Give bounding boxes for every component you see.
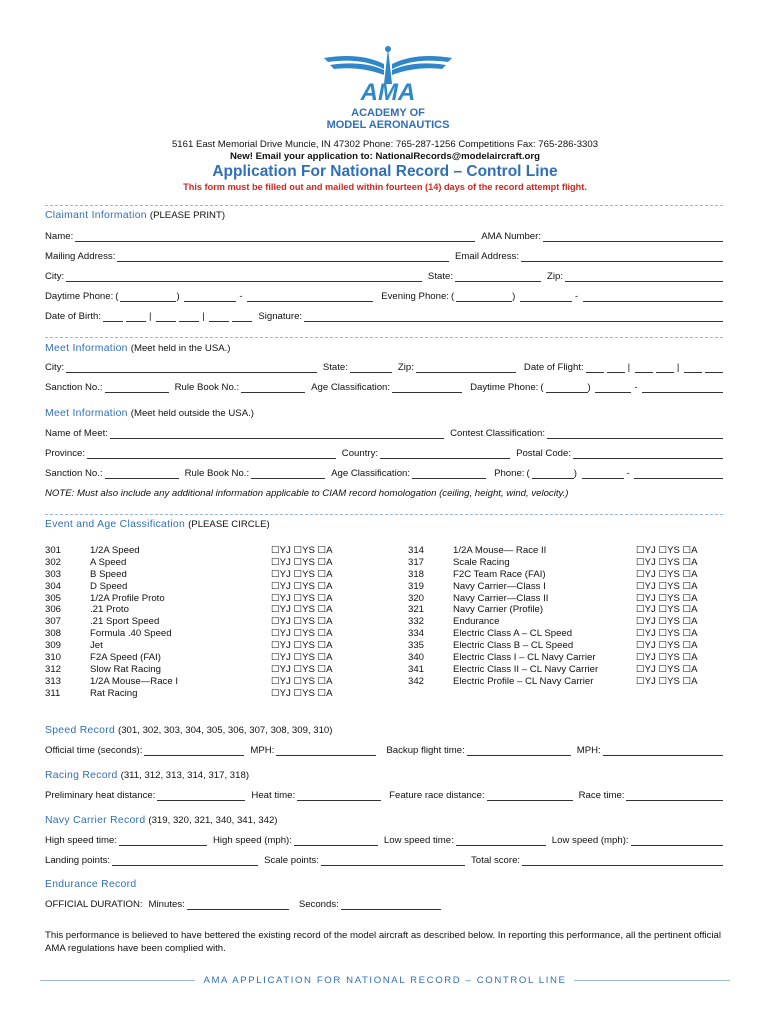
events-left-names [90, 545, 178, 700]
ciam-note: NOTE: Must also include any additional information applicable to CIAM record homologation (ceiling, height, wind, velocity.) [45, 488, 569, 499]
evening-phone-label: Evening Phone: [381, 291, 449, 302]
age-class-options[interactable]: ☐YJ ☐YS ☐A [636, 663, 698, 675]
dob-d2[interactable] [179, 312, 199, 322]
country-field[interactable] [380, 449, 510, 459]
heat-time-label: Heat time: [251, 790, 296, 801]
claimant-row-city [45, 271, 723, 282]
events-heading: Event and Age Classification (PLEASE CIRCLE) [45, 519, 270, 530]
flight-d2[interactable] [656, 363, 674, 373]
meet-name-label: Name of Meet: [45, 428, 108, 439]
event-code: 335 [408, 640, 425, 652]
event-name: Navy Carrier—Class II [453, 592, 549, 604]
age-class-options[interactable]: ☐YJ ☐YS ☐A [271, 580, 333, 592]
outside-sanction-field[interactable] [105, 469, 179, 479]
age-class-options[interactable]: ☐YJ ☐YS ☐A [271, 616, 333, 628]
age-class-options[interactable]: ☐YJ ☐YS ☐A [636, 675, 698, 687]
event-name: .21 Proto [90, 604, 129, 616]
evening-prefix-field[interactable] [520, 292, 572, 302]
event-code: 305 [45, 592, 62, 604]
mailing-address-label: Mailing Address: [45, 251, 116, 262]
outside-sanction-label: Sanction No.: [45, 468, 103, 479]
events-left-options[interactable] [271, 545, 333, 700]
event-code: 309 [45, 640, 62, 652]
compliance-statement: This performance is believed to have bettered the existing record of the model aircraft as described below. In reporting this performance, all the pertinent official AMA regulations have been complied with. [45, 930, 722, 954]
navy-row-speed [45, 835, 723, 846]
racing-heading: Racing Record (311, 312, 313, 314, 317, 318) [45, 770, 250, 781]
age-class-options[interactable]: ☐YJ ☐YS ☐A [636, 628, 698, 640]
meet-zip-label: Zip: [397, 362, 414, 373]
meet-usa-row-city: City: State: Zip: Date of Flight: | | [45, 362, 723, 373]
event-code: 312 [45, 663, 62, 675]
endurance-heading: Endurance Record [45, 879, 137, 890]
claimant-row-name [45, 231, 723, 242]
ama-number-label: AMA Number: [481, 231, 541, 242]
minutes-field[interactable] [187, 900, 289, 910]
mailing-address-field[interactable] [117, 252, 449, 262]
claimant-heading: Claimant Information (PLEASE PRINT) [45, 210, 226, 221]
age-class-options[interactable]: ☐YJ ☐YS ☐A [271, 592, 333, 604]
outside-phone-prefix[interactable] [582, 469, 624, 479]
state-label: State: [427, 271, 453, 282]
event-code: 311 [45, 687, 61, 699]
mph2-label: MPH: [576, 745, 601, 756]
total-field[interactable] [522, 856, 723, 866]
official-time-label: Official time (seconds): [45, 745, 143, 756]
prelim-field[interactable] [157, 791, 245, 801]
heat-time-field[interactable] [297, 791, 381, 801]
org-name-line1: ACADEMY OF [351, 107, 425, 119]
seconds-field[interactable] [341, 900, 441, 910]
meet-state-field[interactable] [350, 363, 392, 373]
age-class-options[interactable]: ☐YJ ☐YS ☐A [271, 663, 333, 675]
date-of-flight-label: Date of Flight: [523, 362, 584, 373]
event-name: Electric Class A – CL Speed [453, 628, 573, 640]
age-class-options[interactable]: ☐YJ ☐YS ☐A [271, 545, 333, 556]
events-right-names [453, 545, 598, 688]
navy-row-points [45, 855, 723, 866]
email-address-field[interactable] [521, 252, 723, 262]
mph-field[interactable] [276, 746, 376, 756]
age-class-options[interactable]: ☐YJ ☐YS ☐A [636, 580, 698, 592]
event-name: A Speed [90, 556, 127, 568]
event-code: 340 [408, 652, 425, 664]
page-title: Application For National Record – Control Line [212, 163, 558, 180]
event-name: F2A Speed (FAI) [90, 652, 161, 664]
event-name: Electric Class II – CL Navy Carrier [453, 663, 599, 675]
event-code: 334 [408, 628, 425, 640]
dob-d1[interactable] [156, 312, 176, 322]
age-class-options[interactable]: ☐YJ ☐YS ☐A [271, 556, 333, 568]
event-code: 332 [408, 616, 425, 628]
daytime-phone-label: Daytime Phone: [45, 291, 114, 302]
speed-row [45, 745, 723, 756]
age-class-options[interactable]: ☐YJ ☐YS ☐A [271, 604, 333, 616]
event-name: Jet [90, 640, 103, 652]
outside-phone-area[interactable] [532, 469, 574, 479]
scale-field[interactable] [321, 856, 465, 866]
feature-field[interactable] [487, 791, 573, 801]
daytime-prefix-field[interactable] [184, 292, 236, 302]
postal-field[interactable] [573, 449, 723, 459]
prelim-label: Preliminary heat distance: [45, 790, 156, 801]
age-class-options[interactable]: ☐YJ ☐YS ☐A [271, 568, 333, 580]
outside-age-field[interactable] [412, 469, 486, 479]
event-name: 1/2A Profile Proto [90, 592, 165, 604]
meet-outside-row-name [45, 428, 723, 439]
dob-m1[interactable] [103, 312, 123, 322]
footer-title: AMA APPLICATION FOR NATIONAL RECORD – CONTROL LINE [203, 975, 567, 986]
event-name: Navy Carrier (Profile) [453, 604, 544, 616]
meet-usa-row-sanction: Sanction No.: Rule Book No.: Age Classification: Daytime Phone: ( ) - [45, 382, 723, 393]
high-time-field[interactable] [119, 836, 207, 846]
outside-age-label: Age Classification: [331, 468, 411, 479]
signature-label: Signature: [258, 311, 303, 322]
ama-logo [318, 44, 458, 134]
age-class-options[interactable]: ☐YJ ☐YS ☐A [271, 640, 333, 652]
age-class-options[interactable]: ☐YJ ☐YS ☐A [636, 592, 698, 604]
backup-time-field[interactable] [467, 746, 571, 756]
scale-label: Scale points: [264, 855, 320, 866]
official-time-field[interactable] [144, 746, 244, 756]
deadline-notice: This form must be filled out and mailed within fourteen (14) days of the record attempt flight. [183, 182, 587, 192]
high-time-label: High speed time: [45, 835, 117, 846]
flight-y2[interactable] [705, 363, 723, 373]
meet-name-field[interactable] [110, 429, 444, 439]
event-code: 307 [45, 616, 62, 628]
event-name: F2C Team Race (FAI) [453, 568, 546, 580]
meet-outside-row-province [45, 448, 723, 459]
age-class-field[interactable] [392, 383, 462, 393]
claimant-row-dob: Date of Birth: | | Signature: [45, 311, 723, 322]
event-code: 321 [408, 604, 425, 616]
seconds-label: Seconds: [298, 899, 339, 910]
event-name: .21 Sport Speed [90, 616, 160, 628]
evening-area-field[interactable] [456, 292, 512, 302]
age-class-options[interactable]: ☐YJ ☐YS ☐A [271, 652, 333, 664]
event-code: 306 [45, 604, 62, 616]
claimant-row-phone: Daytime Phone: ( ) - Evening Phone: ( ) - [45, 291, 723, 302]
logo-text: AMA [360, 79, 416, 104]
event-code: 304 [45, 580, 62, 592]
ama-number-field[interactable] [543, 232, 723, 242]
age-class-options[interactable]: ☐YJ ☐YS ☐A [271, 675, 333, 687]
event-code: 302 [45, 556, 62, 568]
event-name: 1/2A Speed [90, 545, 140, 556]
event-name: D Speed [90, 580, 128, 592]
meet-usa-heading: Meet Information (Meet held in the USA.) [45, 343, 231, 354]
city-label: City: [45, 271, 65, 282]
event-code: 319 [408, 580, 425, 592]
landing-label: Landing points: [45, 855, 111, 866]
meet-phone-number[interactable] [642, 383, 723, 393]
total-label: Total score: [471, 855, 521, 866]
events-right-codes [408, 545, 424, 688]
city-field[interactable] [66, 272, 422, 282]
age-class-options[interactable]: ☐YJ ☐YS ☐A [636, 568, 698, 580]
event-name: Electric Class B – CL Speed [453, 640, 574, 652]
event-name: Rat Racing [90, 687, 138, 699]
dob-y1[interactable] [209, 312, 229, 322]
event-name: 1/2A Mouse— Race II [453, 545, 547, 556]
high-mph-label: High speed (mph): [213, 835, 292, 846]
zip-label: Zip: [547, 271, 563, 282]
flight-y1[interactable] [684, 363, 702, 373]
outside-rulebook-field[interactable] [251, 469, 325, 479]
address-line: 5161 East Memorial Drive Muncie, IN 47302 Phone: 765-287-1256 Competitions Fax: 765-286-3303 [171, 139, 599, 150]
outside-rulebook-label: Rule Book No.: [184, 468, 250, 479]
endurance-row [45, 899, 465, 910]
event-code: 310 [45, 652, 62, 664]
race-time-label: Race time: [578, 790, 625, 801]
high-mph-field[interactable] [294, 836, 378, 846]
meet-city-label: City: [45, 362, 65, 373]
meet-outside-heading: Meet Information (Meet held outside the USA.) [45, 408, 254, 419]
event-code: 318 [408, 568, 425, 580]
age-class-options[interactable]: ☐YJ ☐YS ☐A [636, 545, 698, 556]
email-address-label: Email Address: [455, 251, 519, 262]
daytime-number-field[interactable] [247, 292, 373, 302]
event-name: Electric Class I – CL Navy Carrier [453, 652, 596, 664]
event-code: 317 [408, 556, 425, 568]
racing-row [45, 790, 723, 801]
email-line: New! Email your application to: NationalRecords@modelaircraft.org [229, 151, 540, 162]
province-label: Province: [45, 448, 85, 459]
mph2-field[interactable] [603, 746, 723, 756]
org-name-line2: MODEL AERONAUTICS [326, 119, 450, 131]
event-name: Electric Profile – CL Navy Carrier [453, 675, 594, 687]
event-name: B Speed [90, 568, 127, 580]
age-class-options[interactable]: ☐YJ ☐YS ☐A [636, 640, 698, 652]
flight-m1[interactable] [586, 363, 604, 373]
backup-time-label: Backup flight time: [386, 745, 465, 756]
event-code: 314 [408, 545, 425, 556]
event-code: 342 [408, 675, 425, 687]
age-class-options[interactable]: ☐YJ ☐YS ☐A [636, 556, 698, 568]
event-code: 341 [408, 663, 425, 675]
meet-state-label: State: [322, 362, 348, 373]
rulebook-field[interactable] [241, 383, 305, 393]
minutes-label: Minutes: [148, 899, 185, 910]
outside-phone-label: Phone: [494, 468, 525, 479]
event-code: 301 [45, 545, 62, 556]
landing-field[interactable] [112, 856, 258, 866]
rulebook-label: Rule Book No.: [174, 382, 240, 393]
signature-field[interactable] [304, 312, 723, 322]
flight-m2[interactable] [607, 363, 625, 373]
event-name: Scale Racing [453, 556, 510, 568]
low-time-field[interactable] [456, 836, 546, 846]
age-class-options[interactable]: ☐YJ ☐YS ☐A [636, 616, 698, 628]
wings-emblem-icon [318, 44, 458, 104]
event-code: 308 [45, 628, 62, 640]
age-class-label: Age Classification: [311, 382, 391, 393]
sanction-label: Sanction No.: [45, 382, 103, 393]
flight-d1[interactable] [635, 363, 653, 373]
race-time-field[interactable] [626, 791, 723, 801]
low-mph-label: Low speed (mph): [551, 835, 629, 846]
daytime-area-field[interactable] [120, 292, 176, 302]
zip-field[interactable] [565, 272, 723, 282]
low-time-label: Low speed time: [383, 835, 454, 846]
meet-city-field[interactable] [66, 363, 317, 373]
meet-phone-label: Daytime Phone: [470, 382, 539, 393]
dob-label: Date of Birth: [45, 311, 101, 322]
divider [45, 514, 723, 515]
event-code: 303 [45, 568, 62, 580]
sanction-field[interactable] [105, 383, 169, 393]
speed-heading: Speed Record (301, 302, 303, 304, 305, 306, 307, 308, 309, 310) [45, 725, 333, 736]
dob-m2[interactable] [126, 312, 146, 322]
age-class-options[interactable]: ☐YJ ☐YS ☐A [636, 652, 698, 664]
contest-class-field[interactable] [547, 429, 723, 439]
event-name: Slow Rat Racing [90, 663, 161, 675]
evening-number-field[interactable] [583, 292, 723, 302]
age-class-options[interactable]: ☐YJ ☐YS ☐A [271, 628, 333, 640]
state-field[interactable] [455, 272, 541, 282]
low-mph-field[interactable] [631, 836, 723, 846]
postal-label: Postal Code: [516, 448, 571, 459]
contest-class-label: Contest Classification: [450, 428, 545, 439]
name-field[interactable] [75, 232, 475, 242]
country-label: Country: [341, 448, 379, 459]
meet-phone-area[interactable] [546, 383, 588, 393]
event-name: Endurance [453, 616, 500, 628]
meet-zip-field[interactable] [416, 363, 516, 373]
events-right-options[interactable] [636, 545, 698, 688]
meet-outside-row-sanction: Sanction No.: Rule Book No.: Age Classification: Phone: ( ) - [45, 468, 723, 479]
age-class-options[interactable]: ☐YJ ☐YS ☐A [271, 687, 333, 699]
dob-y2[interactable] [232, 312, 252, 322]
claimant-row-mailing [45, 251, 723, 262]
event-code: 320 [408, 592, 425, 604]
event-name: Formula .40 Speed [90, 628, 172, 640]
event-name: 1/2A Mouse—Race I [90, 675, 178, 687]
divider [45, 205, 723, 206]
outside-phone-number[interactable] [634, 469, 723, 479]
feature-label: Feature race distance: [389, 790, 485, 801]
event-name: Navy Carrier—Class I [453, 580, 546, 592]
event-code: 313 [45, 675, 62, 687]
mph-label: MPH: [250, 745, 275, 756]
divider [45, 337, 723, 338]
official-duration-label: OFFICIAL DURATION: [45, 899, 143, 910]
name-label: Name: [45, 231, 74, 242]
meet-phone-prefix[interactable] [595, 383, 631, 393]
navy-heading: Navy Carrier Record (319, 320, 321, 340, 341, 342) [45, 815, 278, 826]
age-class-options[interactable]: ☐YJ ☐YS ☐A [636, 604, 698, 616]
province-field[interactable] [87, 449, 336, 459]
events-left-codes [45, 545, 61, 700]
